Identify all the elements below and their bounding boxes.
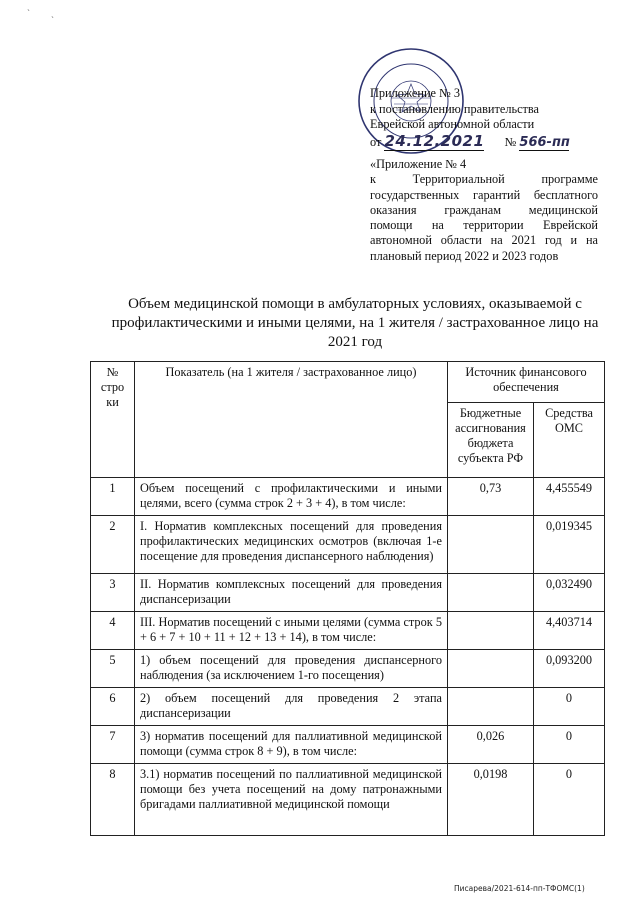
table-row — [91, 688, 605, 726]
date-number-row — [370, 131, 605, 152]
footer-reference: Писарева/2021-614-пп-ТФОМС(1) — [454, 884, 585, 893]
table-row — [91, 764, 605, 836]
row-oms-value: 4,403714 — [534, 612, 605, 650]
table-row — [91, 516, 605, 574]
table-row — [91, 574, 605, 612]
appendix-reference — [370, 157, 598, 264]
header-indicator: Показатель (на 1 жителя / застрахованное лицо) — [135, 362, 448, 478]
row-budget-value — [448, 650, 534, 688]
row-indicator: 3.1) норматив посещений по паллиативной медицинской помощи без учета посещений на дому патронажными бригадами паллиативной медицинской помощи — [135, 764, 448, 836]
row-number: 3 — [91, 574, 135, 612]
row-number: 7 — [91, 726, 135, 764]
table-header-row — [91, 362, 605, 403]
row-indicator: II. Норматив комплексных посещений для проведения диспансеризации — [135, 574, 448, 612]
row-number: 2 — [91, 516, 135, 574]
row-budget-value: 0,026 — [448, 726, 534, 764]
row-oms-value: 0 — [534, 726, 605, 764]
date-prefix: от — [370, 134, 382, 149]
region-name: Еврейской автономной области — [370, 117, 535, 131]
row-indicator: 1) объем посещений для проведения диспансерного наблюдения (за исключением 1-го посещения) — [135, 650, 448, 688]
row-number: 8 — [91, 764, 135, 836]
header-budget: Бюджетные ассигнования бюджета субъекта РФ — [448, 403, 534, 478]
row-indicator: I. Норматив комплексных посещений для проведения профилактических медицинских осмотров (включая 1-е посещение для проведения диспансерного наблюдения) — [135, 516, 448, 574]
appendix-ref-line: оказания гражданам медицинской — [370, 202, 598, 217]
row-number: 4 — [91, 612, 135, 650]
table-row — [91, 726, 605, 764]
row-number: 5 — [91, 650, 135, 688]
row-oms-value: 0,093200 — [534, 650, 605, 688]
row-budget-value — [448, 688, 534, 726]
decree-date: 24.12.2021 — [384, 131, 485, 150]
header-row-number: № стро ки — [91, 362, 135, 478]
table-body — [91, 478, 605, 836]
row-number: 6 — [91, 688, 135, 726]
row-oms-value: 0,032490 — [534, 574, 605, 612]
appendix-ref-line: к Территориальной программе — [370, 172, 598, 187]
appendix-ref-line: государственных гарантий бесплатного — [370, 187, 598, 202]
row-number: 1 — [91, 478, 135, 516]
row-indicator: III. Норматив посещений с иными целями (сумма строк 5 + 6 + 7 + 10 + 11 + 12 + 13 + 14), в том числе: — [135, 612, 448, 650]
row-indicator: 2) объем посещений для проведения 2 этапа диспансеризации — [135, 688, 448, 726]
table-row — [91, 650, 605, 688]
row-budget-value: 0,73 — [448, 478, 534, 516]
appendix-header — [370, 86, 605, 151]
header-funding-source: Источник финансового обеспечения — [448, 362, 605, 403]
row-oms-value: 0 — [534, 764, 605, 836]
row-budget-value — [448, 516, 534, 574]
number-prefix: № — [504, 134, 517, 149]
row-budget-value — [448, 612, 534, 650]
row-oms-value: 4,455549 — [534, 478, 605, 516]
row-budget-value: 0,0198 — [448, 764, 534, 836]
row-indicator: 3) норматив посещений для паллиативной медицинской помощи (сумма строк 8 + 9), в том числе: — [135, 726, 448, 764]
appendix-ref-line: автономной области на 2021 год и на — [370, 233, 598, 248]
row-oms-value: 0 — [534, 688, 605, 726]
scan-mark: ˋ — [27, 8, 30, 18]
table-row — [91, 478, 605, 516]
row-indicator: Объем посещений с профилактическими и иными целями, всего (сумма строк 2 + 3 + 4), в том числе: — [135, 478, 448, 516]
scan-mark: ˎ — [51, 8, 54, 18]
table-row — [91, 612, 605, 650]
header-oms: Средства ОМС — [534, 403, 605, 478]
decree-number: 566-пп — [519, 134, 570, 150]
volume-table — [90, 361, 605, 836]
appendix-ref-line: помощи на территории Еврейской — [370, 218, 598, 233]
row-oms-value: 0,019345 — [534, 516, 605, 574]
appendix-ref-title: «Приложение № 4 — [370, 157, 467, 171]
decree-reference: к постановлению правительства — [370, 101, 539, 116]
appendix-ref-line: плановый период 2022 и 2023 годов — [370, 248, 559, 263]
row-budget-value — [448, 574, 534, 612]
appendix-number: Приложение № 3 — [370, 86, 461, 100]
document-title: Объем медицинской помощи в амбулаторных условиях, оказываемой с профилактическими и иными целями, на 1 жителя / застрахованное лицо на 2021 год — [111, 296, 599, 350]
